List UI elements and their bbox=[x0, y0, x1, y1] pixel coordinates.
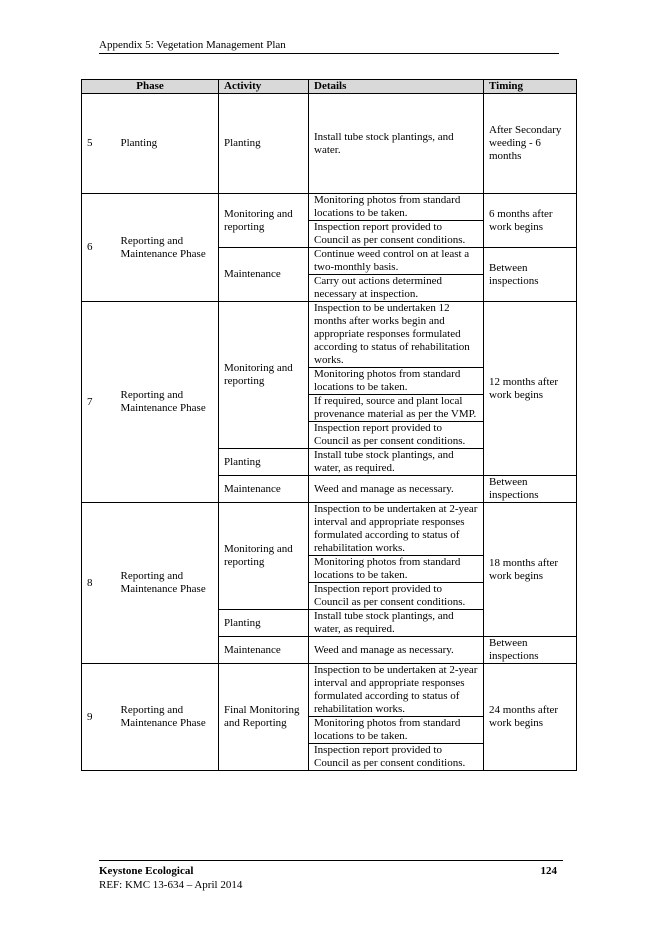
column-header-details: Details bbox=[309, 80, 484, 94]
details-cell: Inspection to be undertaken at 2-year interval and appropriate responses formulated according to status of rehabilitation works. bbox=[309, 664, 484, 717]
details-cell: Install tube stock plantings, and water, as required. bbox=[309, 610, 484, 637]
details-cell: If required, source and plant local provenance material as per the VMP. bbox=[309, 395, 484, 422]
vegetation-management-table bbox=[81, 79, 577, 771]
timing-cell: 6 months after work begins bbox=[484, 194, 577, 248]
table-row bbox=[82, 503, 577, 556]
timing-cell: After Secondary weeding - 6 months bbox=[484, 94, 577, 194]
details-cell: Inspection to be undertaken at 2-year interval and appropriate responses formulated according to status of rehabilitation works. bbox=[309, 503, 484, 556]
timing-cell: Between inspections bbox=[484, 476, 577, 503]
details-cell: Install tube stock plantings, and water. bbox=[309, 94, 484, 194]
activity-cell: Planting bbox=[219, 449, 309, 476]
phase-name: Planting bbox=[116, 94, 219, 194]
timing-cell: Between inspections bbox=[484, 248, 577, 302]
details-cell: Inspection report provided to Council as per consent conditions. bbox=[309, 744, 484, 771]
timing-cell: 12 months after work begins bbox=[484, 302, 577, 476]
timing-cell: 18 months after work begins bbox=[484, 503, 577, 637]
phase-number: 8 bbox=[82, 503, 116, 664]
activity-cell: Final Monitoring and Reporting bbox=[219, 664, 309, 771]
details-cell: Inspection to be undertaken 12 months after works begin and appropriate responses formulated according to status of rehabilitation works. bbox=[309, 302, 484, 368]
details-cell: Inspection report provided to Council as per consent conditions. bbox=[309, 422, 484, 449]
activity-cell: Planting bbox=[219, 610, 309, 637]
footer-company: Keystone Ecological bbox=[99, 865, 194, 877]
details-cell: Weed and manage as necessary. bbox=[309, 637, 484, 664]
details-cell: Install tube stock plantings, and water, as required. bbox=[309, 449, 484, 476]
details-cell: Monitoring photos from standard locations to be taken. bbox=[309, 368, 484, 395]
timing-cell: 24 months after work begins bbox=[484, 664, 577, 771]
phase-name: Reporting and Maintenance Phase bbox=[116, 194, 219, 302]
phase-number: 5 bbox=[82, 94, 116, 194]
table-row bbox=[82, 302, 577, 368]
activity-cell: Monitoring and reporting bbox=[219, 194, 309, 248]
timing-cell: Between inspections bbox=[484, 637, 577, 664]
details-cell: Monitoring photos from standard locations to be taken. bbox=[309, 194, 484, 221]
activity-cell: Monitoring and reporting bbox=[219, 302, 309, 449]
phase-number: 9 bbox=[82, 664, 116, 771]
activity-cell: Maintenance bbox=[219, 248, 309, 302]
page-number: 124 bbox=[540, 865, 557, 877]
activity-cell: Planting bbox=[219, 94, 309, 194]
phase-number: 7 bbox=[82, 302, 116, 503]
column-header-timing: Timing bbox=[484, 80, 577, 94]
details-cell: Inspection report provided to Council as per consent conditions. bbox=[309, 221, 484, 248]
details-cell: Monitoring photos from standard locations to be taken. bbox=[309, 717, 484, 744]
details-cell: Continue weed control on at least a two-monthly basis. bbox=[309, 248, 484, 275]
column-header-activity: Activity bbox=[219, 80, 309, 94]
activity-cell: Maintenance bbox=[219, 476, 309, 503]
details-cell: Carry out actions determined necessary at inspection. bbox=[309, 275, 484, 302]
table-header-row bbox=[82, 80, 577, 94]
phase-name: Reporting and Maintenance Phase bbox=[116, 302, 219, 503]
column-header-phase: Phase bbox=[82, 80, 219, 94]
table-row bbox=[82, 94, 577, 194]
details-cell: Monitoring photos from standard locations to be taken. bbox=[309, 556, 484, 583]
phase-number: 6 bbox=[82, 194, 116, 302]
phase-name: Reporting and Maintenance Phase bbox=[116, 503, 219, 664]
page-footer bbox=[99, 860, 563, 892]
activity-cell: Maintenance bbox=[219, 637, 309, 664]
activity-cell: Monitoring and reporting bbox=[219, 503, 309, 610]
details-cell: Inspection report provided to Council as per consent conditions. bbox=[309, 583, 484, 610]
table-row bbox=[82, 194, 577, 221]
details-cell: Weed and manage as necessary. bbox=[309, 476, 484, 503]
phase-name: Reporting and Maintenance Phase bbox=[116, 664, 219, 771]
table-row bbox=[82, 664, 577, 717]
page-header: Appendix 5: Vegetation Management Plan bbox=[99, 39, 559, 54]
footer-reference: REF: KMC 13-634 – April 2014 bbox=[99, 879, 243, 891]
